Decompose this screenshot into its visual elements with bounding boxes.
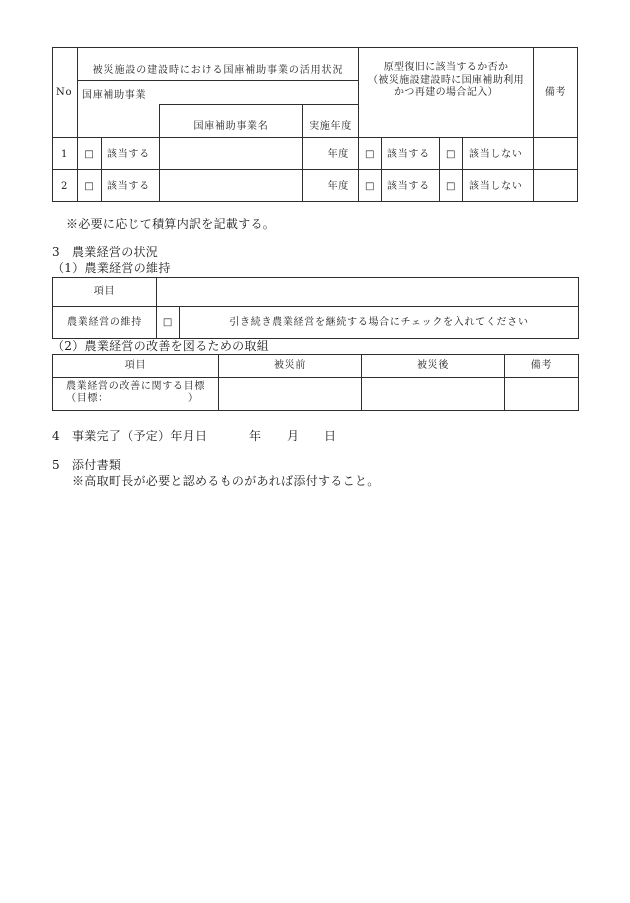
- table-row: [53, 138, 578, 170]
- restoration-header-line-3: かつ再建の場合記入）: [394, 87, 499, 98]
- remarks-cell: [534, 138, 578, 170]
- project-name-header: 国庫補助事業名: [160, 105, 303, 138]
- table-header-row: [53, 355, 579, 378]
- before-disaster-column-header: 被災前: [219, 355, 362, 378]
- subsidy-usage-header: 被災施設の建設時における国庫補助事業の活用状況: [78, 48, 359, 81]
- remarks-header: 備考: [534, 48, 578, 138]
- restoration-yes-label: 該当する: [382, 170, 440, 202]
- table-row: [53, 378, 579, 411]
- goal-open-text: （目標：: [66, 393, 109, 404]
- section-5-title: 添付書類: [72, 458, 122, 472]
- subsidy-usage-table: [52, 47, 578, 202]
- restoration-no-checkbox: □: [440, 170, 463, 202]
- row-number: 2: [53, 170, 78, 202]
- subsection-2-heading: （2）農業経営の改善を図るための取組: [52, 339, 270, 353]
- subsidy-project-header: 国庫補助事業: [78, 81, 359, 105]
- completion-year-label: 年: [249, 429, 262, 443]
- restoration-header-line-2: （被災施設建設時に国庫補助利用: [368, 74, 525, 86]
- restoration-no-checkbox: □: [440, 138, 463, 170]
- improvement-goal-cell: [53, 378, 219, 411]
- remarks-cell: [534, 170, 578, 202]
- subsection-1-heading: （1）農業経営の維持: [52, 261, 171, 275]
- goal-entry-line: [53, 393, 218, 405]
- implementation-year-header: 実施年度: [303, 105, 359, 138]
- after-disaster-cell: [362, 378, 505, 411]
- item-header-blank-cell: [157, 278, 579, 307]
- completion-month-label: 月: [287, 429, 300, 443]
- project-name-cell: [160, 170, 303, 202]
- restoration-header-line-1: 原型復旧に該当するか否か: [383, 62, 509, 73]
- table-row: [53, 170, 578, 202]
- table-header-row: [53, 278, 579, 307]
- table-row: [53, 307, 579, 339]
- header-row-1: [53, 48, 578, 81]
- restoration-header: [359, 48, 534, 138]
- improvement-goal-label: 農業経営の改善に関する目標: [65, 381, 206, 392]
- farm-continuation-label: 農業経営の維持: [53, 307, 157, 339]
- before-disaster-cell: [219, 378, 362, 411]
- section-3-number: 3: [52, 245, 60, 259]
- farm-continuation-instruction: 引き続き農業経営を継続する場合にチェックを入れてください: [180, 307, 579, 339]
- after-disaster-column-header: 被災後: [362, 355, 505, 378]
- section-3-title: 農業経営の状況: [72, 245, 159, 259]
- restoration-no-label: 該当しない: [463, 138, 534, 170]
- row-number: 1: [53, 138, 78, 170]
- completion-day-label: 日: [324, 429, 337, 443]
- section-5-number: 5: [52, 458, 60, 472]
- year-unit-label: 年度: [303, 138, 359, 170]
- subsidy-project-blank-cell: [78, 105, 160, 138]
- farm-improvement-table: [52, 354, 579, 411]
- estimate-note: ※必要に応じて積算内訳を記載する。: [66, 217, 276, 231]
- remarks-cell: [505, 378, 579, 411]
- item-column-header: 項目: [53, 355, 219, 378]
- farm-continuation-table: [52, 277, 579, 339]
- item-header: 項目: [53, 278, 157, 307]
- restoration-yes-checkbox: □: [359, 170, 382, 202]
- remarks-column-header: 備考: [505, 355, 579, 378]
- section-4-title: 事業完了（予定）年月日: [72, 429, 208, 443]
- goal-close-paren: ）: [188, 393, 199, 404]
- restoration-yes-label: 該当する: [382, 138, 440, 170]
- restoration-no-label: 該当しない: [463, 170, 534, 202]
- attachment-note: ※高取町長が必要と認めるものがあれば添付すること。: [72, 474, 380, 488]
- farm-continuation-checkbox: □: [157, 307, 180, 339]
- subsidy-checkbox: □: [78, 138, 102, 170]
- section-4-number: 4: [52, 429, 60, 443]
- subsidy-applicable-label: 該当する: [102, 170, 160, 202]
- subsidy-applicable-label: 該当する: [102, 138, 160, 170]
- restoration-yes-checkbox: □: [359, 138, 382, 170]
- year-unit-label: 年度: [303, 170, 359, 202]
- project-name-cell: [160, 138, 303, 170]
- subsidy-checkbox: □: [78, 170, 102, 202]
- no-header: No: [53, 48, 78, 138]
